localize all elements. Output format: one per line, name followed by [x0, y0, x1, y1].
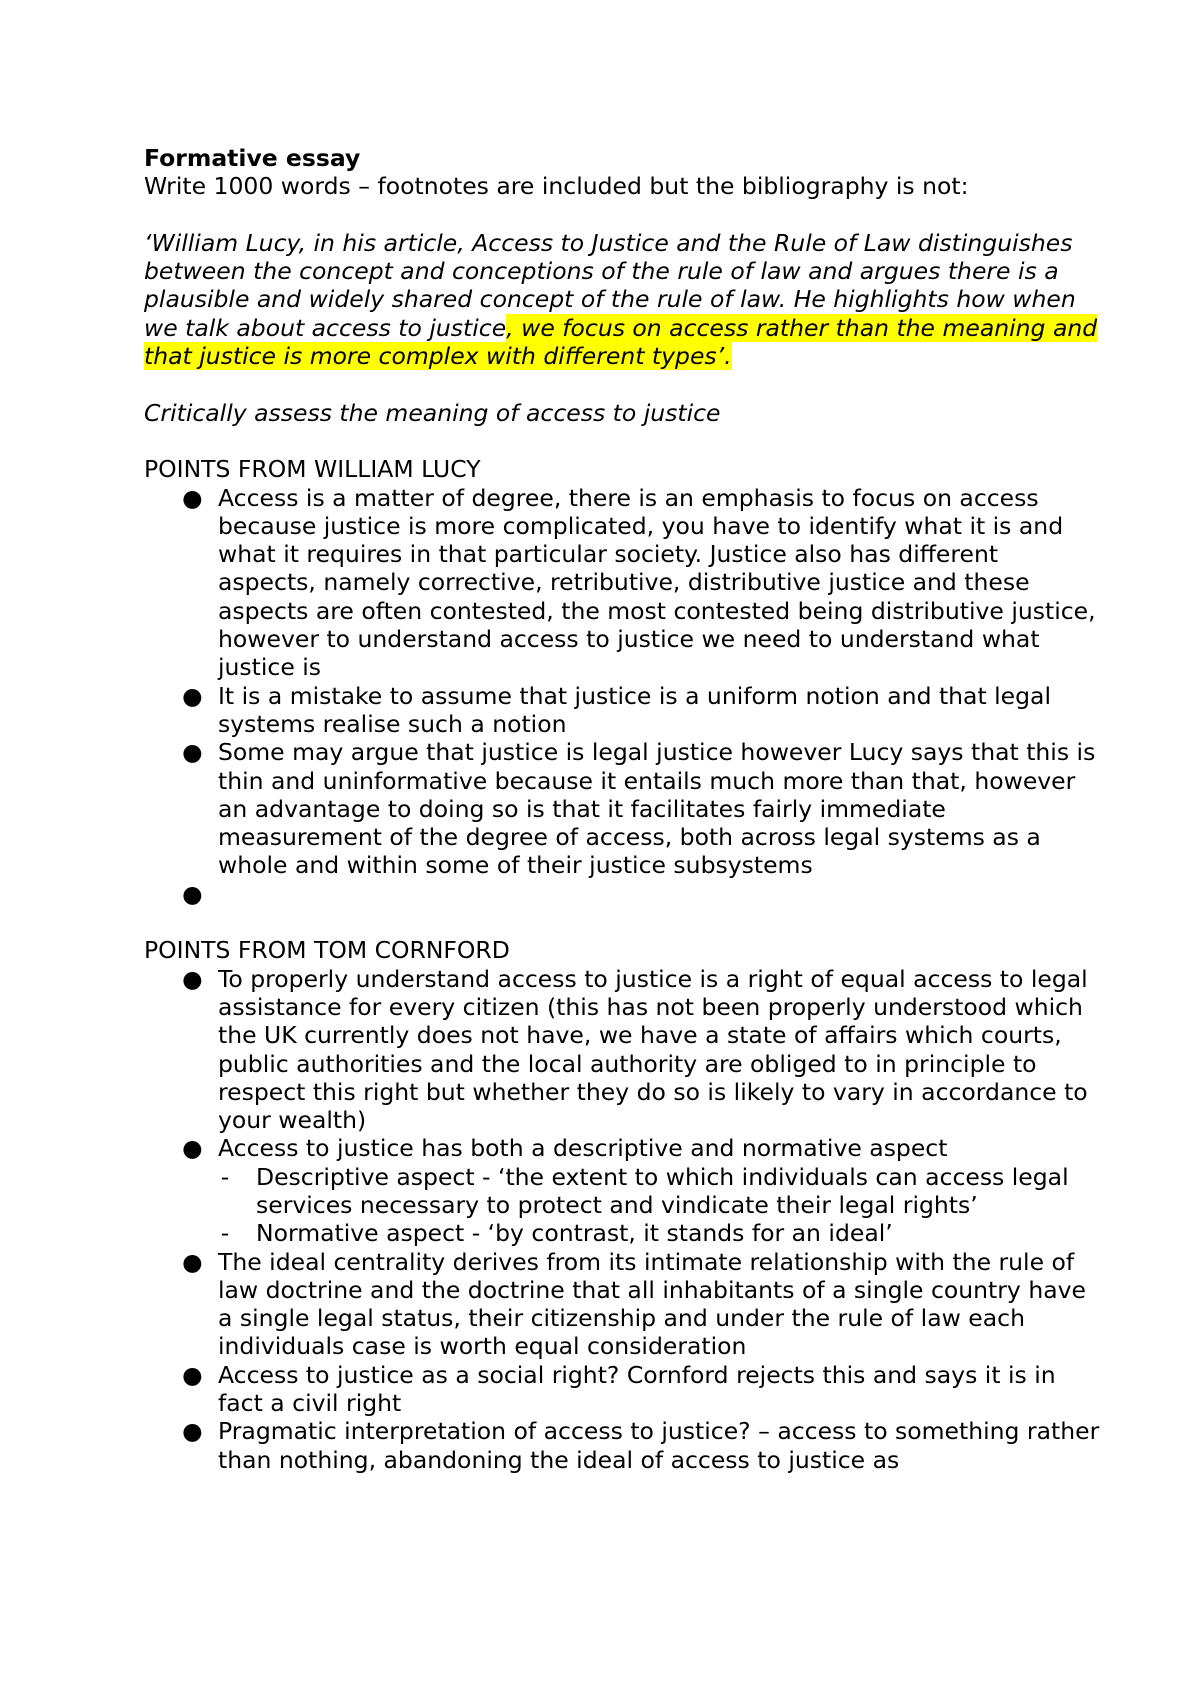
spacer [144, 201, 1100, 229]
spacer [144, 427, 1100, 455]
sub-list-item [218, 1219, 1100, 1247]
spacer [144, 370, 1100, 398]
list-item-text: Access to justice as a social right? Cornford rejects this and says it is in fact a civil right [218, 1360, 1056, 1418]
aspect-sub-list [218, 1163, 1100, 1248]
list-item [144, 1134, 1100, 1247]
bullet-icon: ● [182, 738, 203, 767]
instruction-line: Write 1000 words – footnotes are included but the bibliography is not: [144, 172, 969, 201]
lucy-section-heading: POINTS FROM WILLIAM LUCY [144, 455, 481, 484]
spacer [144, 908, 1100, 936]
list-item [144, 1248, 1100, 1361]
list-item [144, 965, 1100, 1135]
list-item [144, 682, 1100, 739]
essay-prompt: Critically assess the meaning of access to justice [144, 398, 721, 427]
sub-list-item [218, 1163, 1100, 1220]
list-item [144, 738, 1100, 879]
cornford-bullet-list [144, 965, 1100, 1474]
list-item-empty [144, 880, 1100, 908]
bullet-icon: ● [182, 1247, 203, 1276]
sub-list-item-text: Descriptive aspect - ‘the extent to which individuals can access legal services necessary to protect and vindicate their legal rights’ [256, 1162, 1069, 1219]
list-item-text: Some may argue that justice is legal justice however Lucy says that this is thin and uninformative because it entails much more than that, however an advantage to doing so is that it facilitates fairly immediate measurement of the degree of access, both across legal systems as a whole and within some of their justice subsystems [218, 738, 1096, 880]
cornford-section-heading: POINTS FROM TOM CORNFORD [144, 936, 510, 965]
bullet-icon: ● [182, 681, 203, 710]
lucy-bullet-list [144, 484, 1100, 908]
bullet-icon: ● [182, 1417, 203, 1446]
document-title: Formative essay [144, 144, 361, 172]
quote-text: ‘William Lucy, in his article, Access to Justice and the Rule of Law distinguishes between the concept and conceptions of the rule of law and argues there is a plausible and widely shared concept of the rule of law. He highlights how when we talk about access to justice [144, 228, 1076, 342]
bullet-icon: ● [182, 964, 203, 993]
dash-icon: - [220, 1162, 230, 1191]
essay-quote [144, 229, 1100, 370]
bullet-icon: ● [182, 879, 203, 908]
list-item-text: The ideal centrality derives from its intimate relationship with the rule of law doctrine and the doctrine that all inhabitants of a single country have a single legal status, their citizenship and under the rule of law each individuals case is worth equal consideration [218, 1247, 1086, 1361]
bullet-icon: ● [182, 483, 203, 512]
quote-highlighted-text: , we focus on access rather than the meaning and that justice is more complex with different types’. [144, 313, 1098, 371]
list-item [144, 484, 1100, 682]
list-item-text: Access to justice has both a descriptive and normative aspect [218, 1134, 948, 1163]
bullet-icon: ● [182, 1134, 203, 1163]
list-item-text: Access is a matter of degree, there is an emphasis to focus on access because justice is more complicated, you have to identify what it is and what it requires in that particular society. Justice also has different aspects, namely corrective, retributive, distributive justice and these aspects are often contested, the most contested being distributive justice, however to understand access to justice we need to understand what justice is [218, 483, 1096, 682]
list-item-text: To properly understand access to justice is a right of equal access to legal assistance for every citizen (this has not been properly understood which the UK currently does not have, we have a state of affairs which courts, public authorities and the local authority are obliged to in principle to respect this right but whether they do so is likely to vary in accordance to your wealth) [218, 964, 1088, 1135]
list-item [144, 1361, 1100, 1418]
sub-list-item-text: Normative aspect - ‘by contrast, it stands for an ideal’ [256, 1219, 893, 1248]
dash-icon: - [220, 1219, 230, 1248]
list-item-text: Pragmatic interpretation of access to justice? – access to something rather than nothing, abandoning the ideal of access to justice as [218, 1417, 1100, 1474]
bullet-icon: ● [182, 1360, 203, 1389]
list-item [144, 1417, 1100, 1474]
list-item-text: It is a mistake to assume that justice is a uniform notion and that legal systems realise such a notion [218, 681, 1051, 738]
